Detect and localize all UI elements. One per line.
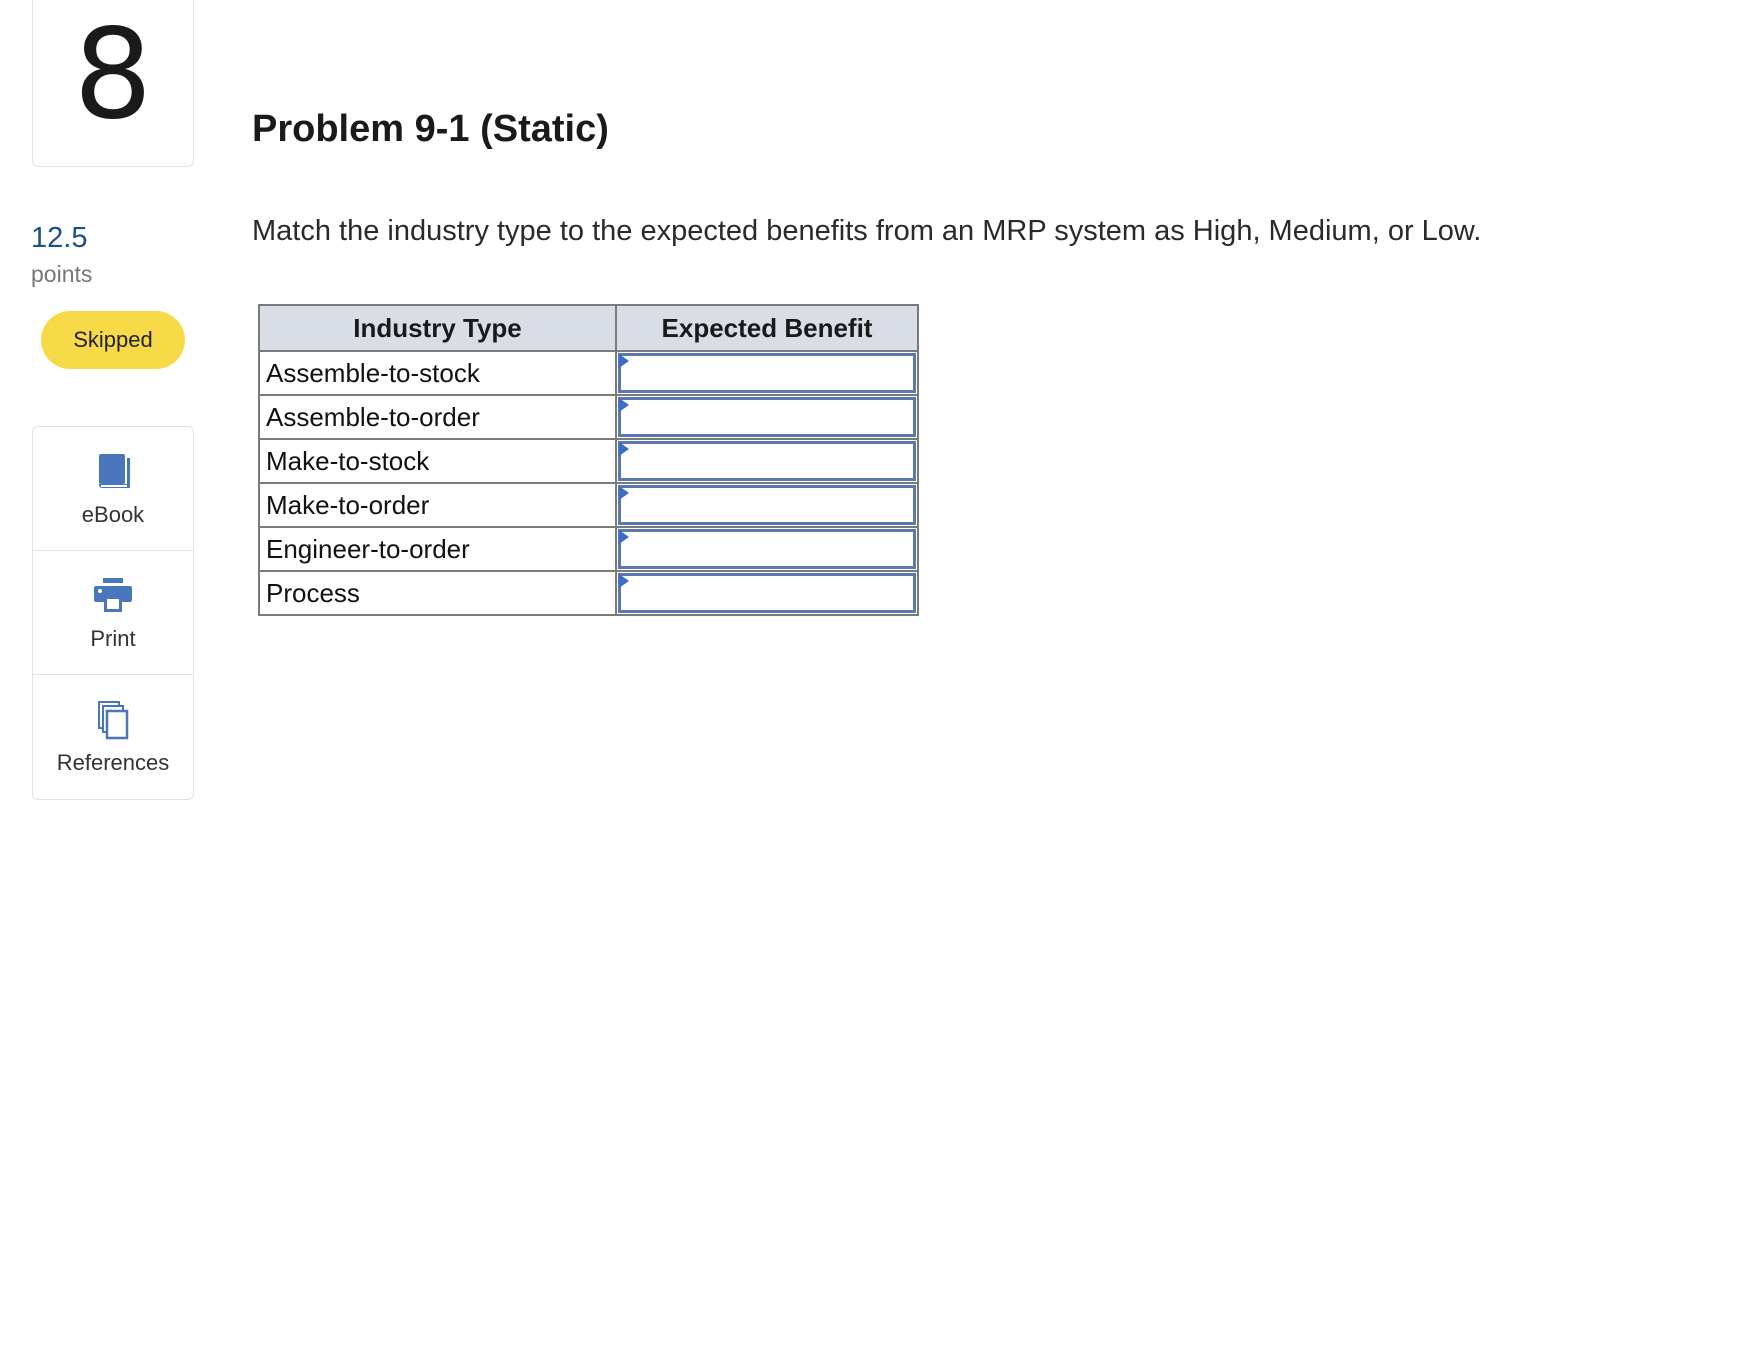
benefit-dropdown[interactable] [618, 397, 916, 437]
industry-cell: Assemble-to-order [259, 395, 616, 439]
industry-cell: Engineer-to-order [259, 527, 616, 571]
ebook-button[interactable] [33, 427, 193, 551]
benefit-cell [616, 439, 918, 483]
benefit-cell [616, 351, 918, 395]
benefit-dropdown[interactable] [618, 573, 916, 613]
benefit-dropdown[interactable] [618, 353, 916, 393]
table-row [259, 351, 918, 395]
dropdown-indicator-icon [619, 398, 629, 412]
industry-cell: Make-to-stock [259, 439, 616, 483]
header-expected-benefit: Expected Benefit [616, 305, 918, 351]
references-button[interactable] [33, 675, 193, 799]
industry-cell: Make-to-order [259, 483, 616, 527]
print-button[interactable] [33, 551, 193, 675]
industry-cell: Process [259, 571, 616, 615]
question-number-box [32, 0, 194, 167]
table-header-row [259, 305, 918, 351]
benefit-cell [616, 571, 918, 615]
benefit-cell [616, 483, 918, 527]
header-industry-type: Industry Type [259, 305, 616, 351]
dropdown-indicator-icon [619, 486, 629, 500]
points-value: 12.5 [31, 222, 88, 254]
benefit-cell [616, 527, 918, 571]
benefit-cell [616, 395, 918, 439]
dropdown-indicator-icon [619, 574, 629, 588]
book-icon [91, 450, 135, 494]
points-label: points [31, 261, 93, 287]
copy-icon [91, 698, 135, 742]
problem-title: Problem 9-1 (Static) [252, 108, 609, 150]
dropdown-indicator-icon [619, 354, 629, 368]
table-row [259, 483, 918, 527]
print-label: Print [90, 625, 136, 651]
table-row [259, 527, 918, 571]
benefit-dropdown[interactable] [618, 441, 916, 481]
ebook-label: eBook [81, 501, 145, 527]
benefit-dropdown[interactable] [618, 485, 916, 525]
industry-cell: Assemble-to-stock [259, 351, 616, 395]
question-number: 8 [73, 3, 153, 147]
table-row [259, 395, 918, 439]
matching-table [258, 304, 919, 616]
problem-prompt: Match the industry type to the expected benefits from an MRP system as High, Medium, or Low. [252, 215, 1482, 247]
tools-panel [32, 426, 194, 800]
references-label: References [56, 750, 170, 775]
printer-icon [91, 574, 135, 618]
status-badge: Skipped [41, 311, 185, 369]
table-row [259, 571, 918, 615]
dropdown-indicator-icon [619, 442, 629, 456]
dropdown-indicator-icon [619, 530, 629, 544]
table-row [259, 439, 918, 483]
benefit-dropdown[interactable] [618, 529, 916, 569]
